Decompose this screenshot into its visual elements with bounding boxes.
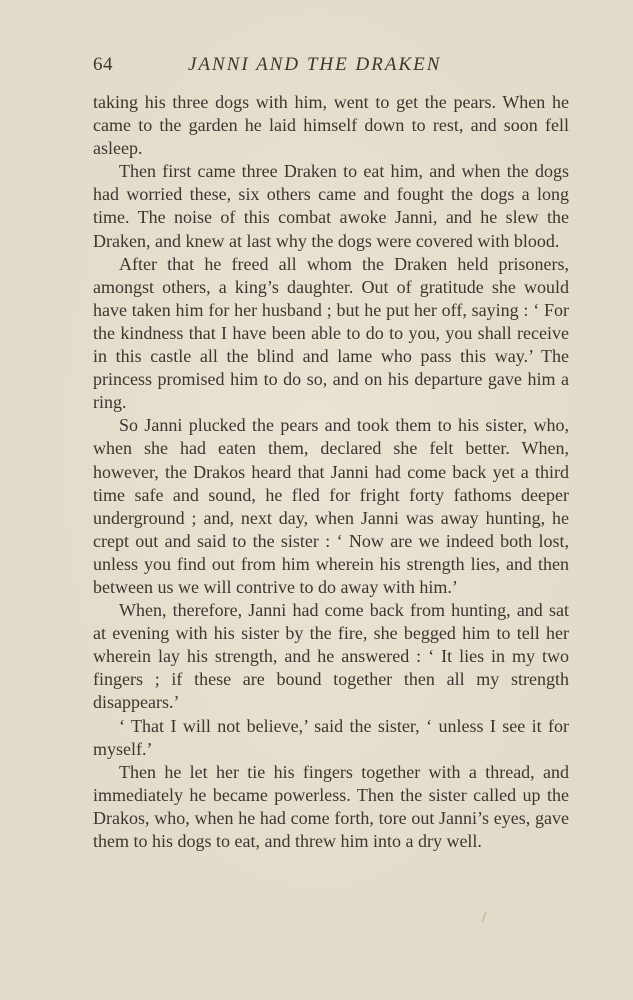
page-number: 64 <box>93 54 113 75</box>
paragraph: taking his three dogs with him, went to get the pears. When he came to the garden he laid himself down to rest, and soon fell asleep. <box>93 92 569 159</box>
paragraph: After that he freed all whom the Draken held prisoners, amongst others, a king’s daughter. Out of gratitude she would have taken him for her husband ; but he put her off, saying : ‘ For the kindness that I have been able to do to you, you shall receive in this castle all the blind and lame who pass this way.’ The princess promised him to do so, and on his departure gave him a ring. <box>93 253 569 413</box>
paragraph: When, therefore, Janni had come back from hunting, and sat at evening with his sister by the fire, she begged him to tell her wherein lay his strength, and he answered : ‘ It lies in my two fingers ; if these are bound together then all my strength disappears.’ <box>93 600 569 713</box>
page-header <box>93 54 569 80</box>
paragraph: Then first came three Draken to eat him, and when the dogs had worried these, six others came and fought the dogs a long time. The noise of this combat awoke Janni, and he slew the Draken, and knew at last why the dogs were covered with blood. <box>93 161 569 251</box>
paragraph: Then he let her tie his fingers together with a thread, and immediately he became powerless. Then the sister called up the Drakos, who, when he had come forth, tore out Janni’s eyes, gave them to his dogs to eat, and threw him into a dry well. <box>93 761 569 851</box>
running-title: JANNI AND THE DRAKEN <box>188 54 442 75</box>
paper-speck <box>481 912 486 922</box>
body-text <box>93 91 569 853</box>
paragraph: ‘ That I will not believe,’ said the sister, ‘ unless I see it for myself.’ <box>93 715 569 759</box>
paragraph: So Janni plucked the pears and took them to his sister, who, when she had eaten them, declared she felt better. When, however, the Drakos heard that Janni had come back yet a third time safe and sound, he fled for fright forty fathoms deeper underground ; and, next day, when Janni was away hunting, he crept out and said to the sister : ‘ Now are we indeed both lost, unless you find out from him wherein his strength lies, and then between us we will contrive to do away with him.’ <box>93 415 569 597</box>
